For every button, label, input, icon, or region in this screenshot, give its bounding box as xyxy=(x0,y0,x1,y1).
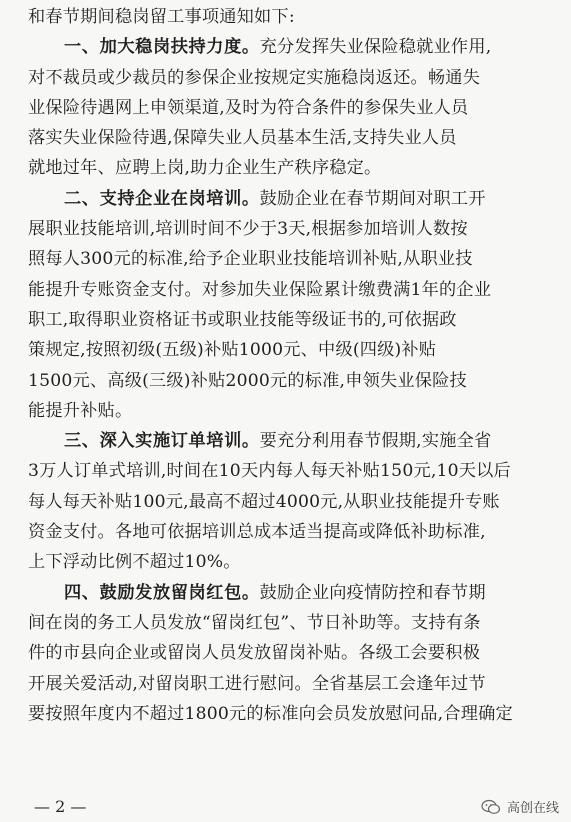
text-line: 策规定,按照初级(五级)补贴1000元、中级(四级)补贴 xyxy=(28,340,437,361)
text-line: 照每人300元的标准,给予企业职业技能培训补贴,从职业技 xyxy=(28,249,473,270)
section-4-first-line: 四、鼓励发放留岗红包。鼓励企业向疫情防控和春节期 xyxy=(64,582,486,603)
text-line: 展职业技能培训,培训时间不少于3天,根据参加培训人数按 xyxy=(28,219,468,240)
wechat-icon xyxy=(481,799,501,815)
section-1-first-line: 一、加大稳岗扶持力度。充分发挥失业保险稳就业作用, xyxy=(64,37,492,58)
text-line: 业保险待遇网上申领渠道,及时为符合条件的参保失业人员 xyxy=(28,97,469,118)
text-line: 资金支付。各地可依据培训总成本适当提高或降低补助标准, xyxy=(28,522,486,543)
section-heading: 一、加大稳岗扶持力度。 xyxy=(64,37,260,58)
watermark xyxy=(481,797,559,816)
text-line: 职工,取得职业资格证书或职业技能等级证书的,可依据政 xyxy=(28,309,457,330)
section-3-first-line: 三、深入实施订单培训。要充分利用春节假期,实施全省 xyxy=(64,431,492,452)
page-number: — 2 — xyxy=(34,797,87,816)
text-line: 3万人订单式培训,时间在10天内每人每天补贴150元,10天以后 xyxy=(28,461,511,482)
text-line: 上下浮动比例不超过10%。 xyxy=(28,552,241,573)
text-line: 开展关爱活动,对留岗职工进行慰问。全省基层工会逢年过节 xyxy=(28,673,486,694)
text-line: 件的市县向企业或留岗人员发放留岗补贴。各级工会要积极 xyxy=(28,643,481,664)
section-2-first-line: 二、支持企业在岗培训。鼓励企业在春节期间对职工开 xyxy=(64,188,486,209)
text-line: 间在岗的务工人员发放“留岗红包”、节日补助等。支持有条 xyxy=(28,612,481,633)
text-line: 就地过年、应聘上岗,助力企业生产秩序稳定。 xyxy=(28,158,382,179)
section-heading: 三、深入实施订单培训。 xyxy=(64,431,260,452)
text-line: 落实失业保险待遇,保障失业人员基本生活,支持失业人员 xyxy=(28,128,457,149)
text-line: 对不裁员或少裁员的参保企业按规定实施稳岗返还。畅通失 xyxy=(28,67,481,88)
text-line: 能提升专账资金支付。对参加失业保险累计缴费满1年的企业 xyxy=(28,279,492,300)
text-line: 和春节期间稳岗留工事项通知如下: xyxy=(28,7,295,27)
watermark-text: 高创在线 xyxy=(506,801,559,816)
text-line: 能提升补贴。 xyxy=(28,400,133,421)
text-line: 要按照年度内不超过1800元的标准向会员发放慰问品,合理确定 xyxy=(28,703,513,724)
section-heading: 四、鼓励发放留岗红包。 xyxy=(64,582,260,603)
text-line: 1500元、高级(三级)补贴2000元的标准,申领失业保险技 xyxy=(28,370,467,391)
text-line: 每人每天补贴100元,最高不超过4000元,从职业技能提升专账 xyxy=(28,491,500,512)
section-heading: 二、支持企业在岗培训。 xyxy=(64,188,260,209)
